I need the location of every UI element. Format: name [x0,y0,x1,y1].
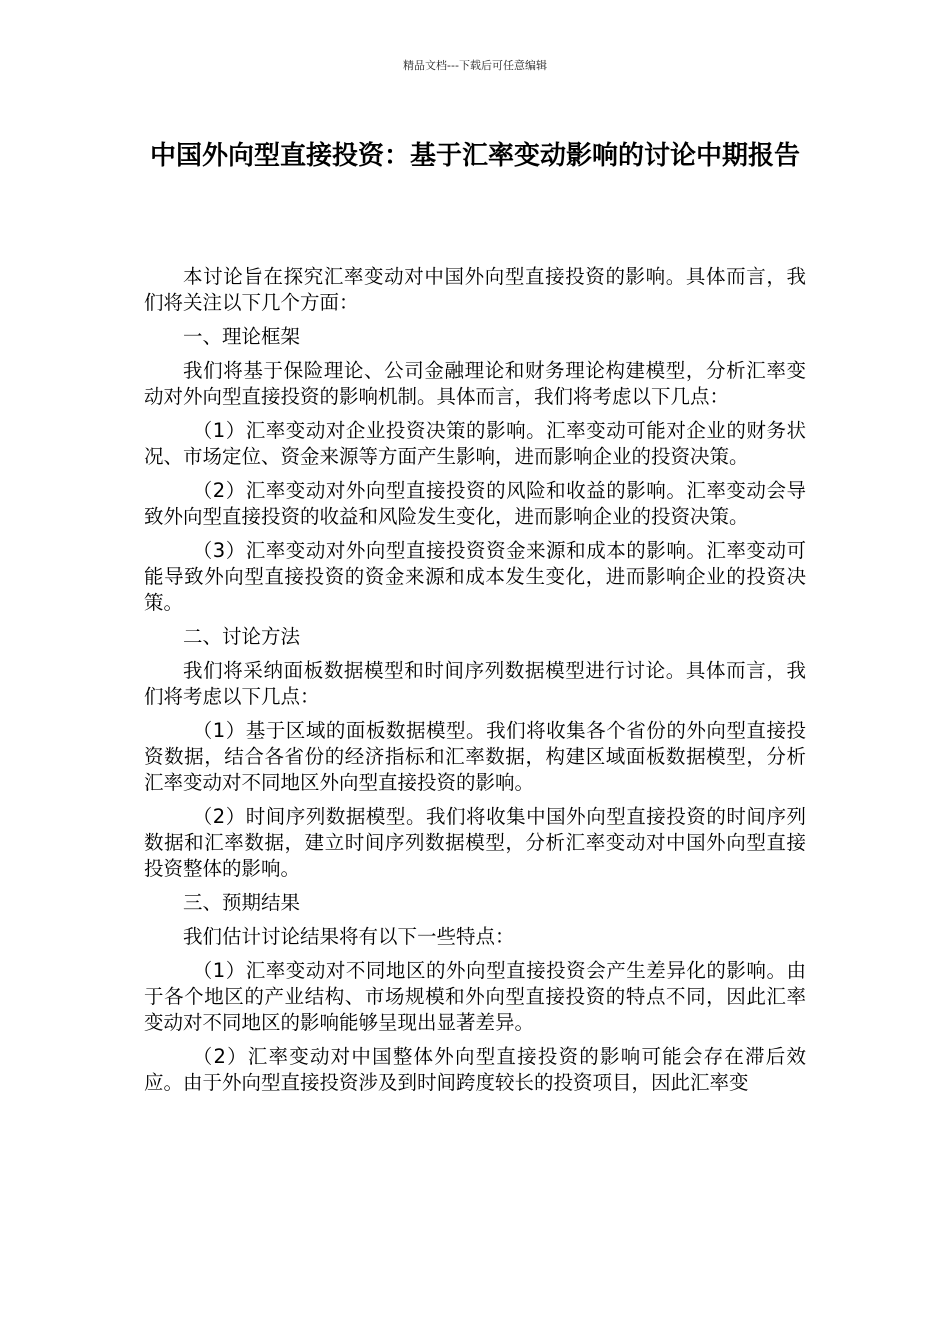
theory-point-2: （2）汇率变动对外向型直接投资的风险和收益的影响。汇率变动会导致外向型直接投资的收益和风险发生变化，进而影响企业的投资决策。 [144,479,806,528]
method-point-1: （1）基于区域的面板数据模型。我们将收集各个省份的外向型直接投资数据，结合各省份的经济指标和汇率数据，构建区域面板数据模型，分析汇率变动对不同地区外向型直接投资的影响。 [144,719,806,794]
theory-point-3: （3）汇率变动对外向型直接投资资金来源和成本的影响。汇率变动可能导致外向型直接投资的资金来源和成本发生变化，进而影响企业的投资决策。 [144,539,806,614]
section-heading-theory: 一、理论框架 [183,325,301,348]
section-heading-results: 三、预期结果 [183,891,301,914]
document-title: 中国外向型直接投资：基于汇率变动影响的讨论中期报告 [149,141,800,171]
results-point-1: （1）汇率变动对不同地区的外向型直接投资会产生差异化的影响。由于各个地区的产业结构、市场规模和外向型直接投资的特点不同，因此汇率变动对不同地区的影响能够呈现出显著差异。 [144,959,806,1034]
results-point-2: （2）汇率变动对中国整体外向型直接投资的影响可能会存在滞后效应。由于外向型直接投资涉及到时间跨度较长的投资项目，因此汇率变 [144,1045,806,1094]
theory-paragraph: 我们将基于保险理论、公司金融理论和财务理论构建模型，分析汇率变动对外向型直接投资的影响机制。具体而言，我们将考虑以下几点： [144,359,806,408]
document-body [144,264,806,1104]
results-paragraph: 我们估计讨论结果将有以下一些特点： [183,925,515,948]
method-paragraph: 我们将采纳面板数据模型和时间序列数据模型进行讨论。具体而言，我们将考虑以下几点： [144,659,806,708]
document-header-note: 精品文档---下载后可任意编辑 [403,59,547,72]
method-point-2: （2）时间序列数据模型。我们将收集中国外向型直接投资的时间序列数据和汇率数据，建立时间序列数据模型，分析汇率变动对中国外向型直接投资整体的影响。 [144,805,806,880]
theory-point-1: （1）汇率变动对企业投资决策的影响。汇率变动可能对企业的财务状况、市场定位、资金来源等方面产生影响，进而影响企业的投资决策。 [144,419,806,468]
section-heading-method: 二、讨论方法 [183,625,301,648]
intro-paragraph: 本讨论旨在探究汇率变动对中国外向型直接投资的影响。具体而言，我们将关注以下几个方面： [144,265,806,314]
